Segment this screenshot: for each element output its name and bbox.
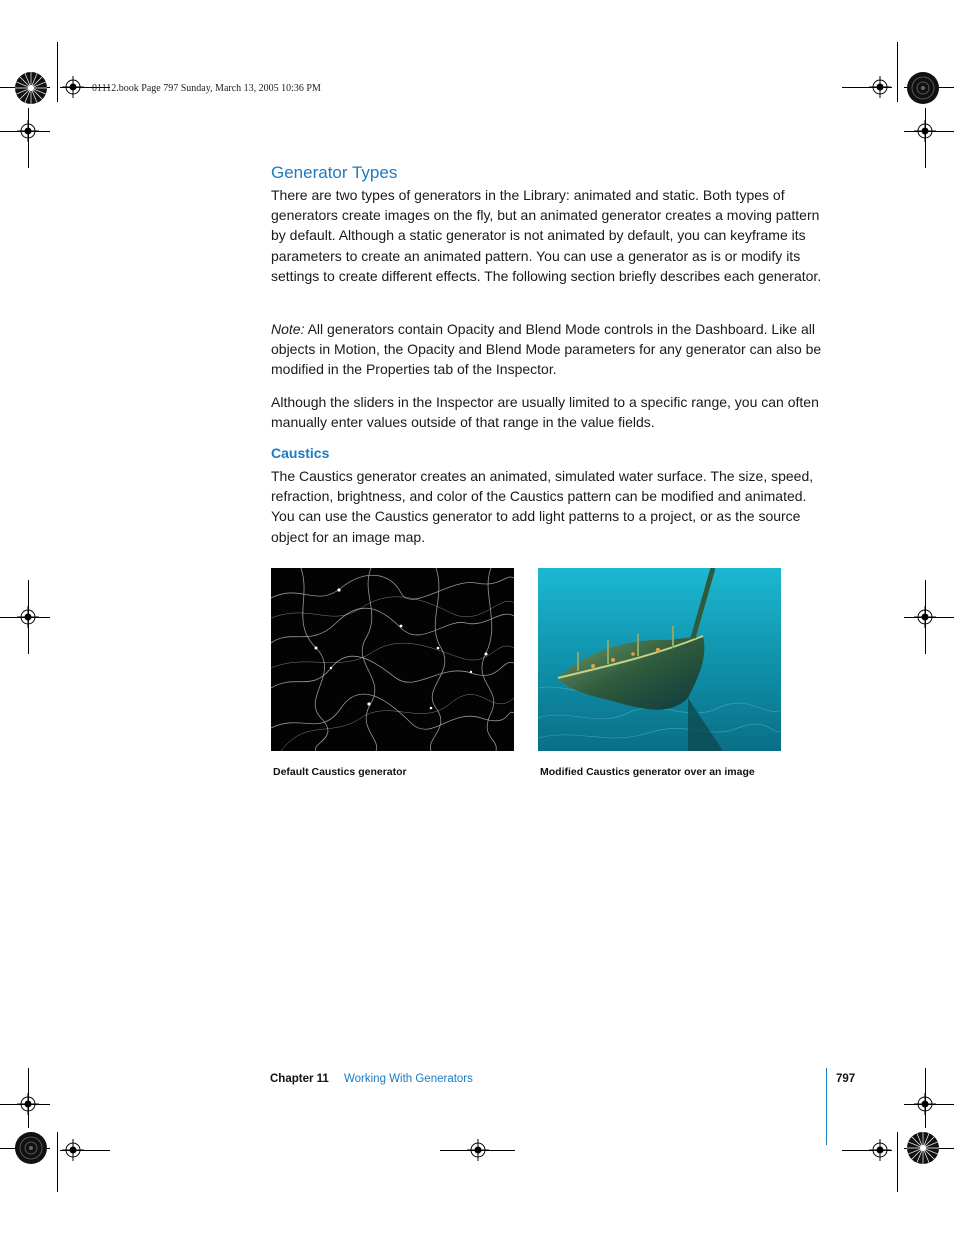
crop-mark: [57, 42, 58, 102]
crop-mark: [897, 1132, 898, 1192]
registration-target-icon: [869, 76, 891, 98]
starburst-target-icon: [906, 1131, 940, 1165]
registration-target-icon: [17, 606, 39, 628]
registration-target-icon: [17, 120, 39, 142]
starburst-target-icon: [906, 71, 940, 105]
note-lead: Note:: [271, 321, 305, 337]
print-slug: 01112.book Page 797 Sunday, March 13, 2005 10:36 PM: [92, 83, 321, 94]
shipwreck-caustics-image: [538, 568, 781, 751]
footer-chapter-label: Chapter 11: [270, 1073, 329, 1085]
note-paragraph: [271, 319, 827, 380]
note-text: All generators contain Opacity and Blend Mode controls in the Dashboard. Like all objects in Motion, the Opacity and Blend Mode parameters for any generator can also be modified in the Properties tab of the Inspector.: [271, 321, 822, 378]
caustics-paragraph: The Caustics generator creates an animated, simulated water surface. The size, speed, refraction, brightness, and color of the Caustics pattern can be modified and animated. You can use the Caustics generator to add light patterns to a project, or as the source object for an image map.: [271, 468, 814, 545]
crop-mark: [57, 1132, 58, 1192]
default-caustics-image: [271, 568, 514, 751]
starburst-target-icon: [14, 71, 48, 105]
registration-target-icon: [62, 1139, 84, 1161]
intro-paragraph: There are two types of generators in the Library: animated and static. Both types of generators create images on the fly, but an animated generator creates a moving pattern by default. Although a static generator is not animated by default, you can keyframe its parameters to create an animated pattern. You can use a generator as is or modify its settings to create different effects. The following section briefly describes each generator.: [271, 187, 822, 284]
starburst-target-icon: [14, 1131, 48, 1165]
footer-chapter-title: Working With Generators: [344, 1073, 473, 1085]
figure-caption-left: Default Caustics generator: [273, 766, 407, 778]
figure-caption-right: Modified Caustics generator over an image: [540, 766, 755, 778]
footer-divider: [826, 1068, 827, 1145]
crop-mark: [897, 42, 898, 102]
registration-target-icon: [467, 1139, 489, 1161]
sliders-paragraph: Although the sliders in the Inspector are usually limited to a specific range, you can often manually enter values outside of that range in the value fields.: [271, 394, 819, 431]
registration-target-icon: [914, 120, 936, 142]
registration-target-icon: [17, 1093, 39, 1115]
registration-target-icon: [914, 1093, 936, 1115]
registration-target-icon: [869, 1139, 891, 1161]
caustics-heading: Caustics: [271, 445, 330, 461]
section-title: Generator Types: [271, 163, 398, 182]
registration-target-icon: [62, 76, 84, 98]
page-number: 797: [836, 1073, 856, 1085]
registration-target-icon: [914, 606, 936, 628]
